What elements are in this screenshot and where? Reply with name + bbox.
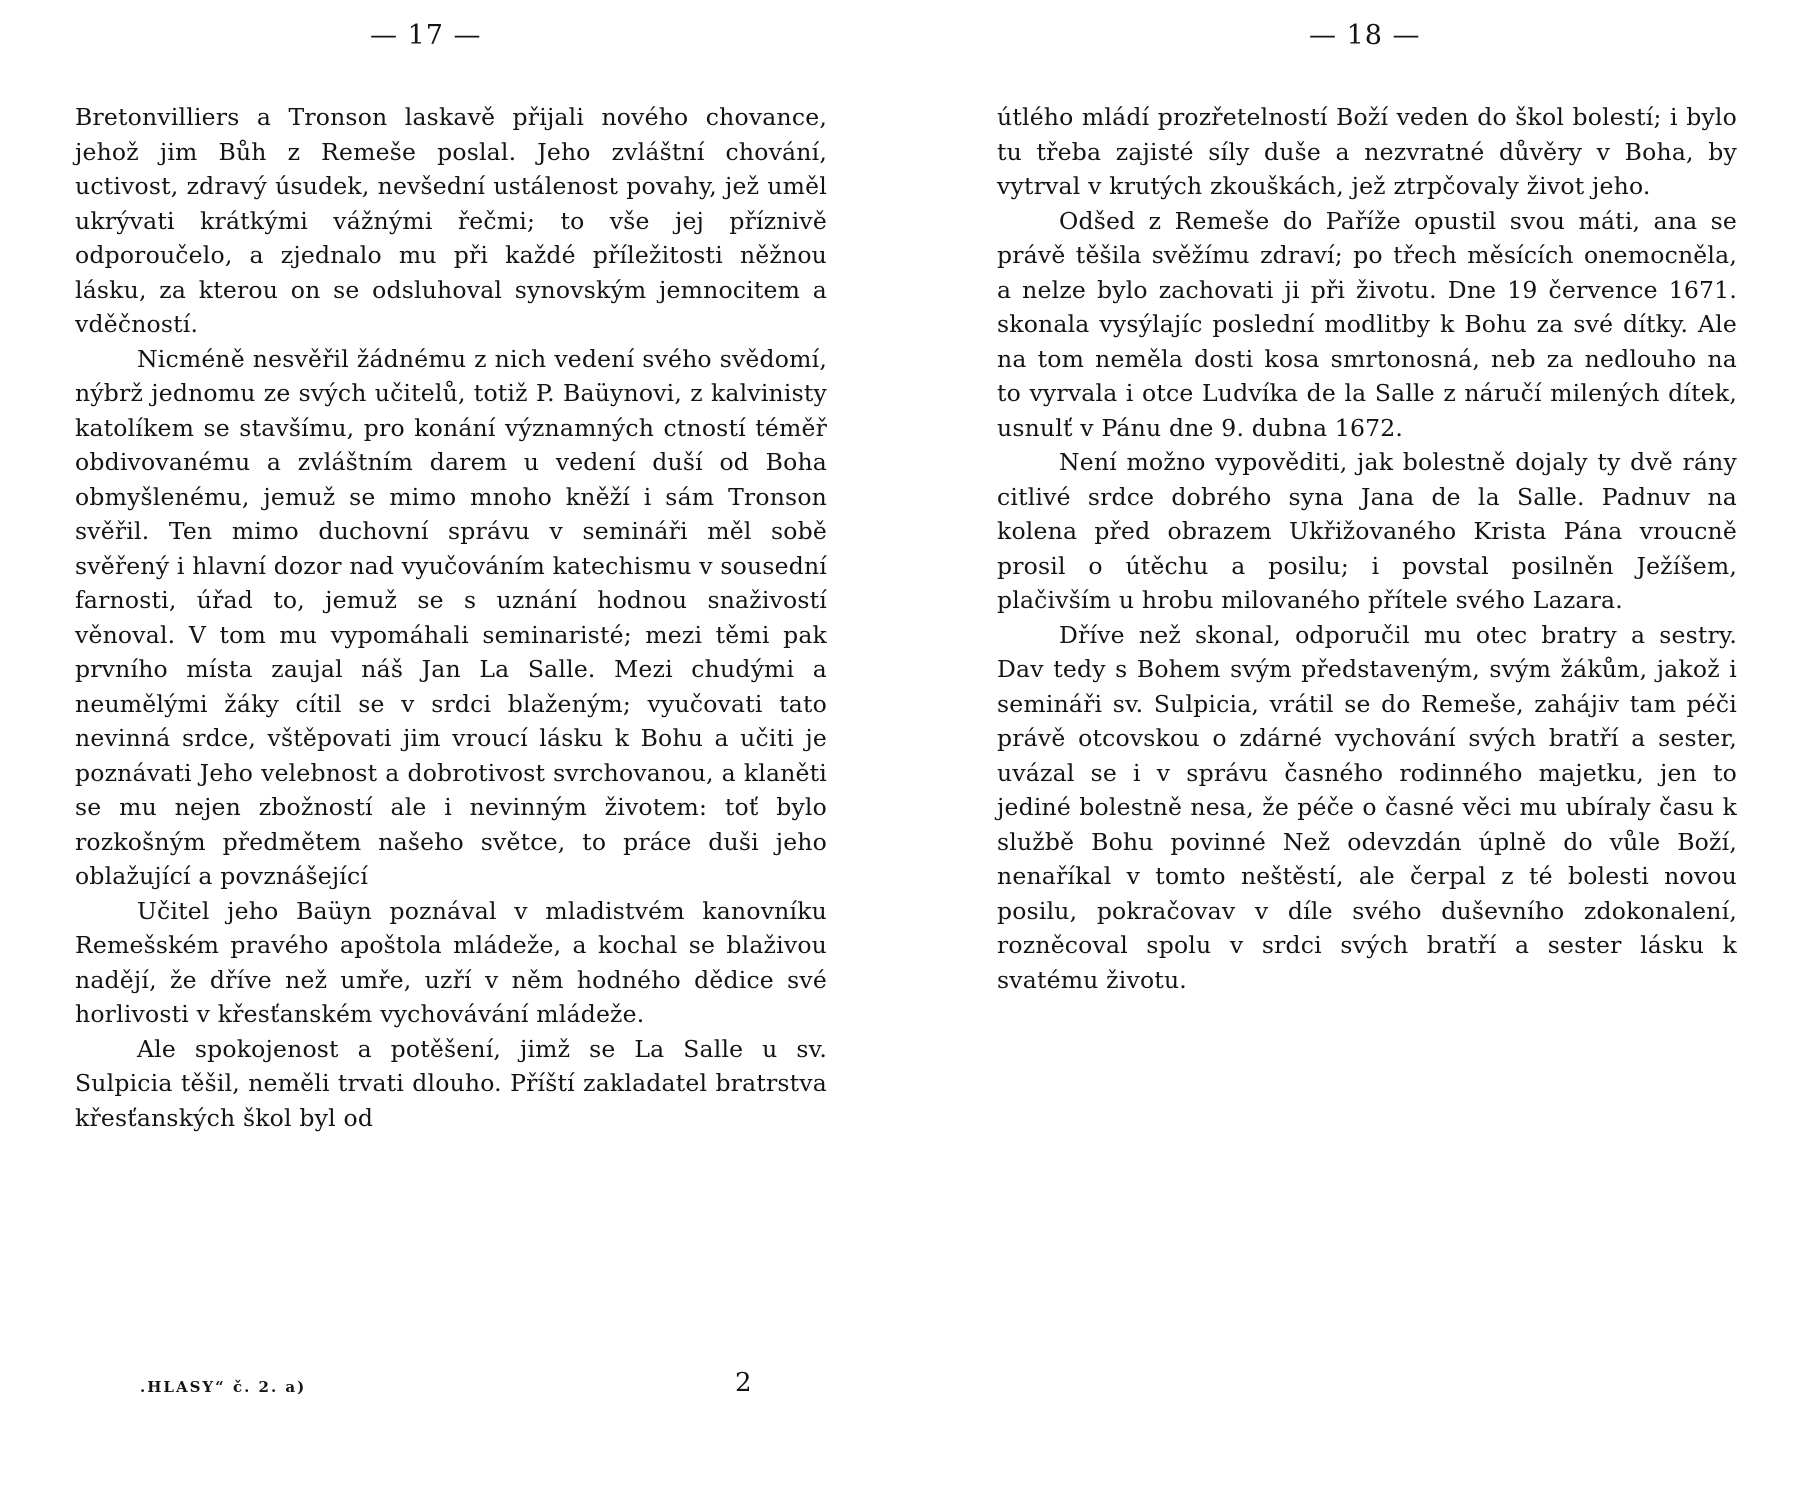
page-number-17: — 17 — — [370, 20, 482, 51]
sheet-number: 2 — [735, 1368, 752, 1398]
paragraph: Nicméně nesvěřil žádnému z nich vedení svého svědomí, nýbrž jednomu ze svých učitelů, totiž P. Baüynovi, z kalvinisty katolíkem se stavšímu, pro konání významných ctností téměř obdivovanému a zvláštním darem u vedení duší od Boha obmyšlenému, jemuž se mimo mnoho kněží i sám Tronson svěřil. Ten mimo duchovní správu v semináři měl sobě svěřený i hlavní dozor nad vyučováním katechismu v sousední farnosti, úřad to, jemuž se s uznání hodnou snaživostí věnoval. V tom mu vypomáhali seminaristé; mezi těmi pak prvního místa zaujal náš Jan La Salle. Mezi chudými a neumělými žáky cítil se v srdci blaženým; vyučovati tato nevinná srdce, vštěpovati jim vroucí lásku k Bohu a učiti je poznávati Jeho velebnost a dobrotivost svrchovanou, a klaněti se mu nejen zbožností ale i nevinným životem: toť bylo rozkošným předmětem našeho světce, to práce duši jeho oblažující a povznášející — [75, 344, 827, 890]
paragraph: Ale spokojenost a potěšení, jimž se La Salle u sv. Sulpicia těšil, neměli trvati dlouho. Příští zakladatel bratrstva křesťanských škol byl od — [75, 1034, 827, 1132]
paragraph: Odšed z Remeše do Paříže opustil svou máti, ana se právě těšila svěžímu zdraví; po třech měsících onemocněla, a nelze bylo zachovati ji při životu. Dne 19 července 1671. skonala vysýlajíc poslední modlitby k Bohu za své dítky. Ale na tom neměla dosti kosa smrtonosná, neb za nedlouho na to vyrvala i otce Ludvíka de la Salle z náručí milených dítek, usnulť v Pánu dne 9. dubna 1672. — [997, 206, 1737, 442]
page-number-18: — 18 — — [1309, 20, 1421, 51]
right-page-text — [997, 100, 1737, 997]
paragraph: Dříve než skonal, odporučil mu otec bratry a sestry. Dav tedy s Bohem svým představeným, svým žákům, jakož i semináři sv. Sulpicia, vrátil se do Remeše, zahájiv tam péči právě otcovskou o zdárné vychování svých bratří a sester, uvázal se i v správu časného rodinného majetku, jen to jediné bolestně nesa, že péče o časné věci mu ubíraly času k službě Bohu povinné Než odevzdán úplně do vůle Boží, nenaříkal v tomto neštěstí, ale čerpal z té bolesti novou posilu, pokračovav v díle svého duševního zdokonalení, rozněcoval spolu v srdci svých bratří a sester lásku k svatému životu. — [997, 620, 1737, 994]
paragraph: Učitel jeho Baüyn poznával v mladistvém kanovníku Remešském pravého apoštola mládeže, a kochal se blaživou nadějí, že dříve než umře, uzří v něm hodného dědice své horlivosti v křesťanském vychovávání mládeže. — [75, 896, 827, 1028]
printer-signature-mark: .HLASY“ č. 2. a) — [140, 1378, 307, 1396]
paragraph: Bretonvilliers a Tronson laskavě přijali nového chovance, jehož jim Bůh z Remeše poslal. Jeho zvláštní chování, uctivost, zdravý úsudek, nevšední ustálenost povahy, jež uměl ukrývati krátkými vážnými řečmi; to vše jej příznivě odporoučelo, a zjednalo mu při každé příležitosti něžnou lásku, za kterou on se odsluhoval synovským jemnocitem a vděčností. — [75, 103, 827, 338]
right-page — [899, 0, 1798, 1500]
left-page-text — [75, 100, 827, 1135]
paragraph: útlého mládí prozřetelností Boží veden do škol bolestí; i bylo tu třeba zajisté síly duše a nezvratné důvěry v Boha, by vytrval v krutých zkouškách, jež ztrpčovaly život jeho. — [997, 103, 1737, 200]
paragraph: Není možno vypověditi, jak bolestně dojaly ty dvě rány citlivé srdce dobrého syna Jana de la Salle. Padnuv na kolena před obrazem Ukřižovaného Krista Pána vroucně prosil o útěchu a posilu; i povstal posilněn Ježíšem, plačivším u hrobu milovaného přítele svého Lazara. — [997, 448, 1737, 614]
